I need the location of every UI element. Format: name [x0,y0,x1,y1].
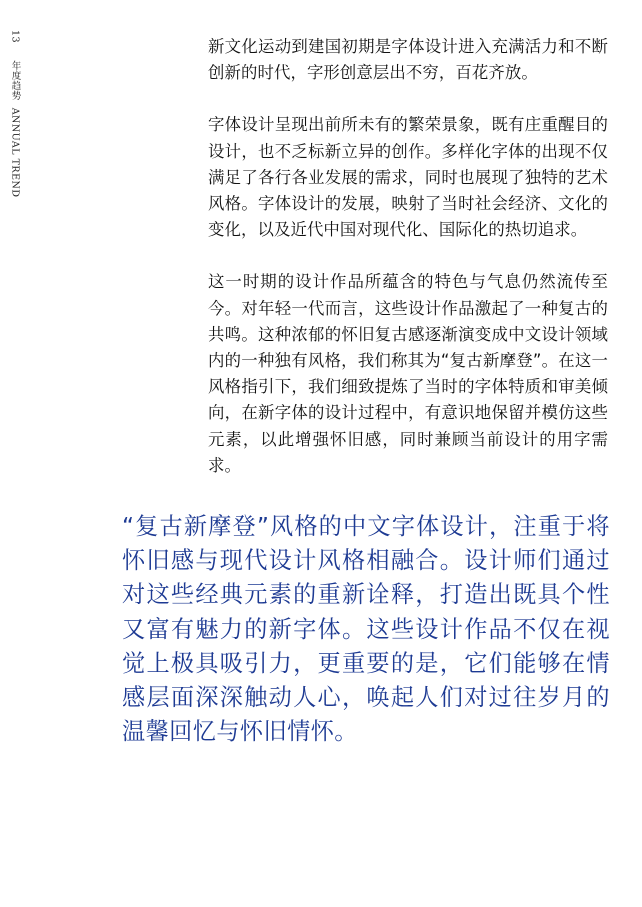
article-body [208,34,608,505]
paragraph-2: 字体设计呈现出前所未有的繁荣景象，既有庄重醒目的设计，也不乏标新立异的创作。多样化字体的出现不仅满足了各行各业发展的需求，同时也展现了独特的艺术风格。字体设计的发展，映射了当时社会经济、文化的变化，以及近代中国对现代化、国际化的热切追求。 [208,115,608,240]
section-label-en: ANNUAL TREND [9,107,21,198]
paragraph-3: 这一时期的设计作品所蕴含的特色与气息仍然流传至今。对年轻一代而言，这些设计作品激起了一种复古的共鸣。这种浓郁的怀旧复古感逐渐演变成中文设计领域内的一种独有风格，我们称其为“复古新摩登”。在这一风格指引下，我们细致提炼了当时的字体特质和审美倾向，在新字体的设计过程中，有意识地保留并模仿这些元素，以此增强怀旧感，同时兼顾当前设计的用字需求。 [208,272,608,475]
page-number: 13 [9,30,21,44]
section-label-cn: 年度趋势 [9,60,21,101]
paragraph-1: 新文化运动到建国初期是字体设计进入充满活力和不断创新的时代，字形创意层出不穷，百花齐放。 [208,37,608,83]
pull-quote: “复古新摩登”风格的中文字体设计，注重于将怀旧感与现代设计风格相融合。设计师们通过对这些经典元素的重新诠释，打造出既具个性又富有魅力的新字体。这些设计作品不仅在视觉上极具吸引力，更重要的是，它们能够在情感层面深深触动人心，唤起人们对过往岁月的温馨回忆与怀旧情怀。 [122,513,610,746]
side-section-marker [10,30,20,197]
